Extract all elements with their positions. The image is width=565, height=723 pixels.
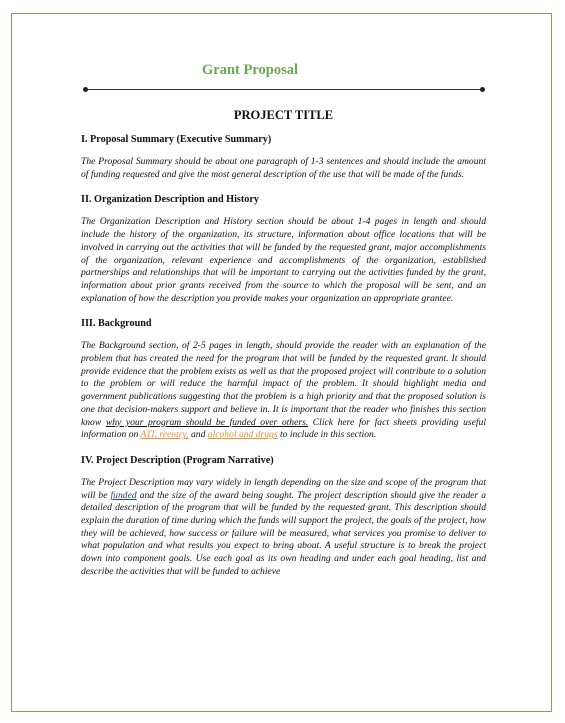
project-title: PROJECT TITLE xyxy=(233,108,334,122)
project-text-b: and the size of the award being sought. The project description should give the reader a detailed description of the program that will be funded by the requested grant. This description should explain the duration of time during which the funds will support the project, the goals of the project, how they will be achieved, how success or failure will be measured, what services you promise to deliver to what population and what results you expect to bring about. A useful structure is to break the project down into component goals. Use each goal as its own heading and under each goal heading, list and describe the activities that will be funded to achieve xyxy=(81,489,486,577)
divider-line xyxy=(85,89,483,90)
section-heading-summary: I. Proposal Summary (Executive Summary) xyxy=(81,134,272,145)
alcohol-drugs-link[interactable]: alcohol and drugs xyxy=(207,429,278,441)
document-heading: Grant Proposal xyxy=(202,62,298,78)
background-text-b: Click here for fact sheets providing useful information on xyxy=(81,416,486,441)
background-text-a: The Background section, of 2-5 pages in length, should provide the reader with an explanation of the problem that has created the need for the program that will be funded by the requested grant. It should provide evidence that the problem exists as well as that the proposed project will contribute to a solution to the problem or will reduce the harmful impact of the problem. It should highlight media and government publications suggesting that the problem is a high priority and that the proposed solution is one that decision-makers support and believe in. It is important that the reader who finishes this section know xyxy=(81,340,486,428)
section-body-project-description xyxy=(81,477,486,579)
divider-right-dot xyxy=(480,87,485,92)
section-heading-organization: II. Organization Description and History xyxy=(81,194,260,206)
section-heading-project-description: IV. Project Description (Program Narrative) xyxy=(81,454,274,466)
project-text-a: The Project Description may vary widely in length depending on the size and scope of the program that will be xyxy=(81,476,486,501)
funded-link[interactable]: funded xyxy=(110,489,137,501)
section-heading-background: III. Background xyxy=(81,318,152,330)
background-underlined-text: why your program should be funded over others. xyxy=(105,416,309,428)
divider-left-dot xyxy=(83,87,88,92)
document-body xyxy=(81,108,486,592)
section-body-organization: The Organization Description and History section should be about 1-4 pages in length and should include the history of the organization, its structure, information about office locations that will be involved in carrying out the activities that will be funded by the requested grant, major accomplishments of the organization, relevant experience and accomplishments of the organization, established partnerships and relationships that will be important to carrying out the activities funded by the grant, information about prior grants received from the source to which the proposal will be sent, and an explanation of how the description you provide makes your organization an appropriate grantee. xyxy=(81,216,486,304)
background-text-d: to include in this section. xyxy=(277,429,377,441)
ati-reentry-link[interactable]: ATI, reentry, xyxy=(140,429,189,441)
section-body-background xyxy=(81,340,486,442)
background-text-c: and xyxy=(188,429,208,441)
section-body-summary: The Proposal Summary should be about one paragraph of 1-3 sentences and should include the amount of funding requested and give the most general description of the use that will be made of the funds. xyxy=(81,156,486,180)
